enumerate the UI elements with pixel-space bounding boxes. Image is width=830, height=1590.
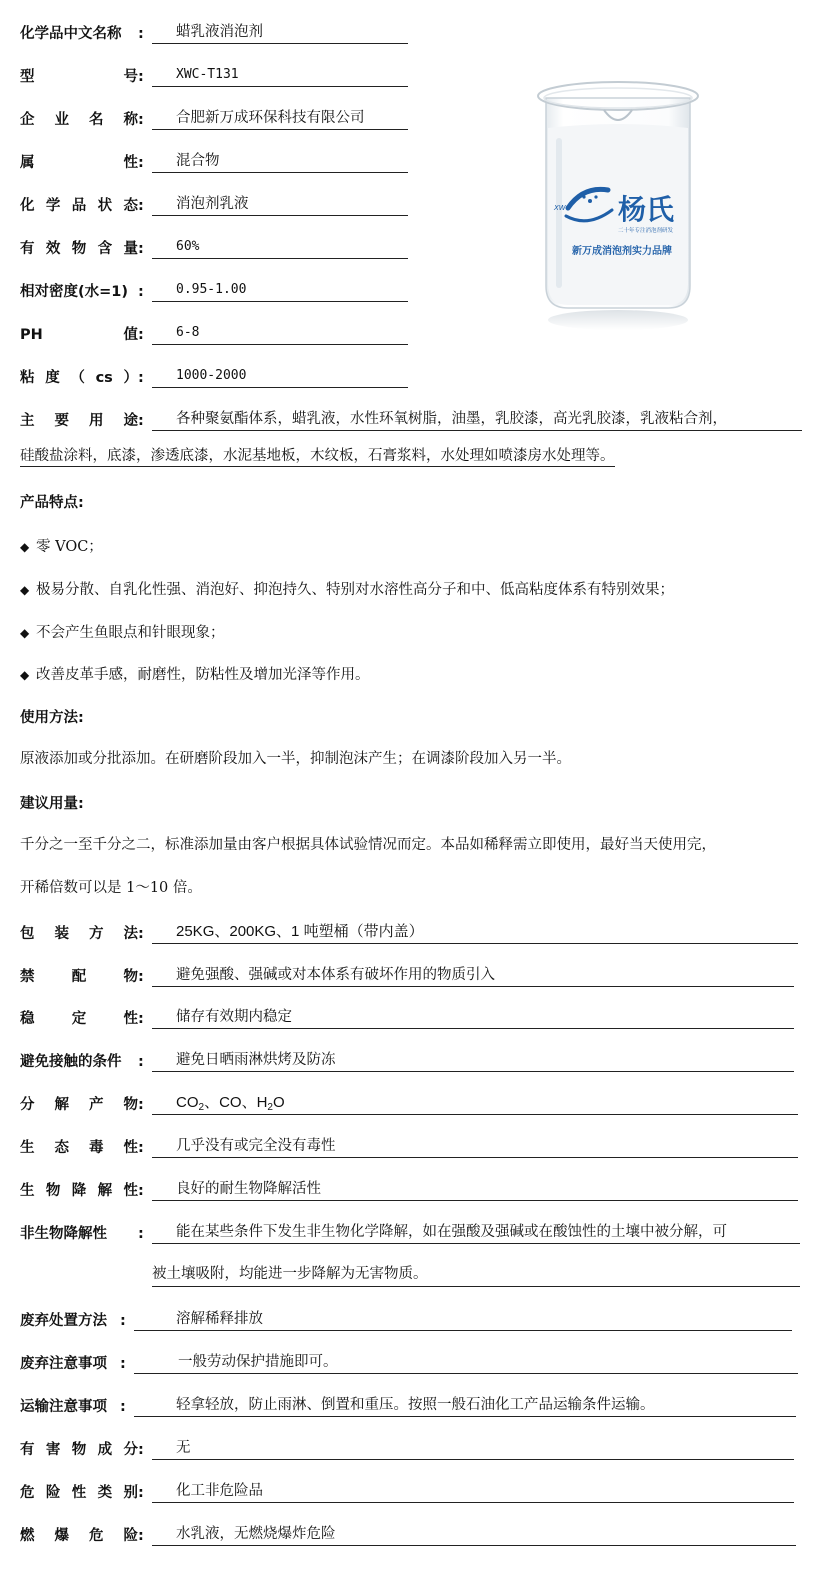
spec-value: 水乳液，无燃烧爆炸危险: [152, 1524, 796, 1546]
spec-label: 型号: [20, 69, 138, 85]
spec-row-state: 化学品状态 : 消泡剂乳液: [20, 186, 408, 216]
spec-label: 企业名称: [20, 112, 138, 128]
spec-row-transport-notes: 运输注意事项 : 轻拿轻放，防止雨淋、倒置和重压。按照一般石油化工产品运输条件运输。: [20, 1387, 796, 1417]
dosage-heading: 建议用量:: [20, 796, 84, 812]
method-heading: 使用方法:: [20, 710, 84, 726]
spec-value: XWC-T131: [152, 65, 408, 87]
spec-row-abiotic: 非生物降解性 : 能在某些条件下发生非生物化学降解，如在强酸及强碱或在酸蚀性的土壤中被分解，可: [20, 1214, 800, 1244]
spec-label: PH值: [20, 327, 138, 343]
spec-row-packaging: 包装方法 : 25KG、200KG、1 吨塑桶（带内盖）: [20, 914, 798, 944]
feature-item: ◆ 极易分散、自乳化性强、消泡好、抑泡持久、特别对水溶性高分子和中、低高粘度体系有特别效果；: [20, 582, 674, 598]
spec-value: 消泡剂乳液: [152, 194, 408, 216]
spec-label: 有害物成分: [20, 1442, 138, 1458]
spec-value: 1000-2000: [152, 366, 408, 388]
spec-value: 轻拿轻放，防止雨淋、倒置和重压。按照一般石油化工产品运输条件运输。: [134, 1395, 796, 1417]
spec-value: 合肥新万成环保科技有限公司: [152, 108, 408, 130]
spec-label: 包装方法: [20, 926, 138, 942]
spec-value: 储存有效期内稳定: [152, 1007, 794, 1029]
spec-row-explosion-hazard: 燃爆危险 : 水乳液，无燃烧爆炸危险: [20, 1516, 796, 1546]
spec-row-disposal-notes: 废弃注意事项 : 一般劳动保护措施即可。: [20, 1344, 798, 1374]
spec-row-model: 型号 : XWC-T131: [20, 57, 408, 87]
abiotic-line-2: 被土壤吸附，均能进一步降解为无害物质。: [152, 1264, 800, 1287]
spec-label: 有效物含量: [20, 241, 138, 257]
usage-line-2: 硅酸盐涂料，底漆，渗透底漆，水泥基地板，木纹板，石膏浆料，水处理如喷漆房水处理等。: [20, 446, 615, 466]
spec-label: 稳定性: [20, 1011, 138, 1027]
spec-label: 危险性类别: [20, 1485, 138, 1501]
spec-label: 非生物降解性: [20, 1226, 107, 1242]
spec-label: 禁配物: [20, 969, 138, 985]
feature-item: ◆ 零 VOC；: [20, 539, 103, 555]
spec-row-company: 企业名称 : 合肥新万成环保科技有限公司: [20, 100, 408, 130]
feature-item: ◆ 不会产生鱼眼点和针眼现象；: [20, 625, 225, 641]
spec-value: 避免日晒雨淋烘烤及防冻: [152, 1050, 794, 1072]
spec-value: $CO_2$、CO、$H_2O$: [152, 1093, 798, 1115]
spec-label: 化学品中文名称: [20, 26, 122, 42]
diamond-bullet-icon: ◆: [20, 583, 30, 597]
brand-name: 杨氏: [618, 193, 675, 226]
spec-row-hazardous-components: 有害物成分 : 无: [20, 1430, 794, 1460]
spec-value: 6-8: [152, 323, 408, 345]
spec-value: 一般劳动保护措施即可。: [134, 1352, 798, 1374]
spec-label: 化学品状态: [20, 198, 138, 214]
features-heading: 产品特点:: [20, 495, 84, 511]
spec-row-property: 属性 : 混合物: [20, 143, 408, 173]
spec-row-chinese-name: 化学品中文名称 : 蜡乳液消泡剂: [20, 14, 408, 44]
spec-value: 良好的耐生物降解活性: [152, 1179, 798, 1201]
spec-value: 化工非危险品: [152, 1481, 794, 1503]
spec-row-content: 有效物含量 : 60%: [20, 229, 408, 259]
diamond-bullet-icon: ◆: [20, 668, 30, 682]
diamond-bullet-icon: ◆: [20, 626, 30, 640]
spec-label: 生态毒性: [20, 1140, 138, 1156]
spec-value: 混合物: [152, 151, 408, 173]
spec-value: 溶解稀释排放: [134, 1309, 792, 1331]
spec-row-ecotoxicity: 生态毒性 : 几乎没有或完全没有毒性: [20, 1128, 798, 1158]
spec-label: 粘度（cs）: [20, 370, 138, 386]
brand-slogan: 新万成消泡剂实力品牌: [572, 246, 672, 257]
spec-row-incompatible: 禁配物 : 避免强酸、强碱或对本体系有破坏作用的物质引入: [20, 957, 794, 987]
spec-row-usage: 主要用途 : 各种聚氨酯体系，蜡乳液，水性环氧树脂，油墨，乳胶漆，高光乳胶漆，乳液粘合剂，: [20, 401, 802, 431]
brand-mark: XWC: [554, 204, 571, 212]
diamond-bullet-icon: ◆: [20, 540, 30, 554]
spec-value: 25KG、200KG、1 吨塑桶（带内盖）: [152, 922, 798, 944]
spec-label: 主要用途: [20, 413, 138, 429]
product-beaker-image: [528, 58, 708, 338]
method-text: 原液添加或分批添加。在研磨阶段加入一半，抑制泡沫产生；在调漆阶段加入另一半。: [20, 751, 571, 767]
spec-label: 燃爆危险: [20, 1528, 138, 1544]
spec-row-stability: 稳定性 : 储存有效期内稳定: [20, 999, 794, 1029]
spec-value: 0.95-1.00: [152, 280, 408, 302]
abiotic-line-1: 能在某些条件下发生非生物化学降解，如在强酸及强碱或在酸蚀性的土壤中被分解，可: [152, 1222, 800, 1244]
spec-value: 几乎没有或完全没有毒性: [152, 1136, 798, 1158]
spec-label: 分解产物: [20, 1097, 138, 1113]
spec-row-disposal: 废弃处置方法 : 溶解稀释排放: [20, 1301, 792, 1331]
spec-value: 无: [152, 1438, 794, 1460]
spec-row-avoid-conditions: 避免接触的条件 : 避免日晒雨淋烘烤及防冻: [20, 1042, 794, 1072]
feature-item: ◆ 改善皮革手感，耐磨性，防粘性及增加光泽等作用。: [20, 667, 370, 683]
brand-tagline: 二十年专注消泡剂研发: [618, 228, 674, 234]
spec-label: 运输注意事项: [20, 1399, 107, 1415]
spec-value: 蜡乳液消泡剂: [152, 22, 408, 44]
dosage-line-1: 千分之一至千分之二，标准添加量由客户根据具体试验情况而定。本品如稀释需立即使用，最好当天使用完，: [20, 837, 716, 853]
spec-label: 生物降解性: [20, 1183, 138, 1199]
spec-row-decomposition: 分解产物 : $CO_2$、CO、$H_2O$: [20, 1085, 798, 1115]
spec-label: 废弃注意事项: [20, 1356, 107, 1372]
usage-line-1: 各种聚氨酯体系，蜡乳液，水性环氧树脂，油墨，乳胶漆，高光乳胶漆，乳液粘合剂，: [152, 409, 802, 431]
spec-value: 60%: [152, 237, 408, 259]
spec-label: 属性: [20, 155, 138, 171]
spec-label: 相对密度(水=1): [20, 284, 128, 300]
spec-row-ph: PH值 : 6-8: [20, 315, 408, 345]
spec-row-viscosity: 粘度（cs） : 1000-2000: [20, 358, 408, 388]
spec-label: 废弃处置方法: [20, 1313, 107, 1329]
spec-row-hazard-class: 危险性类别 : 化工非危险品: [20, 1473, 794, 1503]
spec-row-biodegradability: 生物降解性 : 良好的耐生物降解活性: [20, 1171, 798, 1201]
spec-row-density: 相对密度(水=1) : 0.95-1.00: [20, 272, 408, 302]
spec-label: 避免接触的条件: [20, 1054, 122, 1070]
dosage-line-2: 开稀倍数可以是 1～10 倍。: [20, 880, 202, 896]
spec-value: 避免强酸、强碱或对本体系有破坏作用的物质引入: [152, 965, 794, 987]
